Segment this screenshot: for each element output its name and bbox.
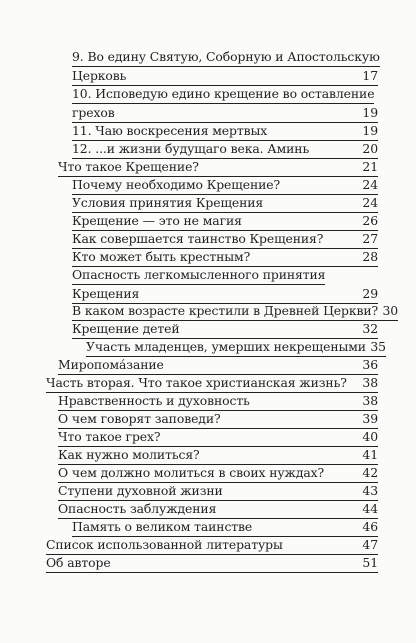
toc-entry-about-author	[46, 554, 378, 573]
toc-entry-title: О чем говорят заповеди?	[58, 410, 221, 429]
toc-entry-great-mystery	[72, 518, 378, 537]
toc-entry-how-to-pray	[58, 446, 378, 465]
toc-entry-pray-for-needs	[58, 464, 378, 483]
toc-entry-title: Список использованной литературы	[46, 536, 283, 555]
toc-entry-what-is-sin	[58, 428, 378, 447]
toc-entry-title: Опасность заблуждения	[58, 500, 216, 519]
toc-entry-title-line: Крещения	[72, 285, 139, 304]
toc-entry-article-9	[72, 48, 378, 86]
toc-entry-page: 17	[358, 67, 378, 86]
toc-entry-chrismation	[58, 356, 378, 375]
toc-entry-page: 30	[378, 302, 398, 321]
toc-entry-delusion	[58, 500, 378, 519]
toc-entry-morality	[58, 392, 378, 411]
toc-entry-page: 38	[358, 374, 378, 393]
toc-entry-title: Как совершается таинство Крещения?	[72, 230, 323, 249]
toc-entry-page: 28	[358, 248, 378, 267]
toc-entry-title: Крещение детей	[72, 320, 180, 339]
toc-entry-not-magic	[72, 212, 378, 231]
toc-entry-title: Крещение — это не магия	[72, 212, 242, 231]
leader-line	[111, 572, 358, 573]
toc-entry-page: 19	[358, 104, 378, 123]
toc-entry-page: 29	[358, 285, 378, 304]
toc-entry-danger-frivolous	[72, 266, 378, 304]
toc-entry-page: 32	[358, 320, 378, 339]
toc-entry-title: Об авторе	[46, 554, 111, 573]
toc-entry-title-line: грехов	[72, 104, 115, 123]
toc-entry-why-baptism	[72, 176, 378, 195]
toc-entry-page: 36	[358, 356, 378, 375]
toc-entry-page: 21	[358, 158, 378, 177]
toc-entry-title: Миропома́зание	[58, 356, 164, 375]
toc-entry-page: 24	[358, 176, 378, 195]
toc-entry-title: Память о великом таинстве	[72, 518, 252, 537]
toc-entry-bibliography	[46, 536, 378, 555]
toc-entry-title: В каком возрасте крестили в Древней Церкви?	[72, 302, 378, 321]
toc-entry-page: 44	[358, 500, 378, 519]
toc-entry-page: 39	[358, 410, 378, 429]
toc-entry-how-performed	[72, 230, 378, 249]
toc-entry-page: 20	[358, 140, 378, 159]
toc-entry-title: Часть вторая. Что такое христианская жизнь?	[46, 374, 347, 393]
toc-entry-what-is-baptism	[58, 158, 378, 177]
toc-entry-page: 26	[358, 212, 378, 231]
toc-entry-conditions	[72, 194, 378, 213]
toc-entry-title: О чем должно молиться в своих нуждах?	[58, 464, 324, 483]
toc-entry-infant-baptism	[72, 320, 378, 339]
toc-entry-page: 42	[358, 464, 378, 483]
toc-entry-title-line: 9. Во едину Святую, Соборную и Апостольскую	[72, 48, 380, 67]
toc-entry-ancient-church	[72, 302, 399, 321]
toc-entry-title: Что такое Крещение?	[58, 158, 199, 177]
toc-entry-title: Условия принятия Крещения	[72, 194, 263, 213]
toc-entry-page: 24	[358, 194, 378, 213]
toc-entry-title: Как нужно молиться?	[58, 446, 200, 465]
toc-entry-article-12	[72, 140, 378, 159]
toc-entry-godparents	[72, 248, 378, 267]
toc-entry-page: 47	[358, 536, 378, 555]
toc-entry-page: 38	[358, 392, 378, 411]
toc-entry-spiritual-steps	[58, 482, 378, 501]
toc-entry-title: Нравственность и духовность	[58, 392, 250, 411]
toc-entry-part-two	[46, 374, 378, 393]
toc-entry-page: 41	[358, 446, 378, 465]
toc-entry-page: 40	[358, 428, 378, 447]
toc-entry-title: 11. Чаю воскресения мертвых	[72, 122, 267, 141]
toc-entry-article-10	[72, 85, 378, 123]
toc-entry-title: Почему необходимо Крещение?	[72, 176, 280, 195]
toc-entry-title-line: Опасность легкомысленного принятия	[72, 266, 325, 285]
toc-entry-title: Кто может быть крестным?	[72, 248, 250, 267]
toc-entry-page: 19	[358, 122, 378, 141]
toc-entry-unbaptized-infants	[86, 338, 386, 357]
toc-entry-title-line: Церковь	[72, 67, 126, 86]
toc-entry-title: Участь младенцев, умерших некрещеными	[86, 338, 366, 357]
toc-entry-page: 43	[358, 482, 378, 501]
toc-entry-commandments	[58, 410, 378, 429]
toc-entry-title: Ступени духовной жизни	[58, 482, 223, 501]
toc-entry-page: 35	[366, 338, 386, 357]
toc-entry-title: Что такое грех?	[58, 428, 160, 447]
toc-entry-page: 27	[358, 230, 378, 249]
toc-entry-page: 46	[358, 518, 378, 537]
toc-entry-title: 12. ...и жизни будущаго века. Аминь	[72, 140, 309, 159]
toc-entry-article-11	[72, 122, 378, 141]
toc-entry-title-line: 10. Исповедую едино крещение во оставление	[72, 85, 374, 104]
toc-entry-page: 51	[358, 554, 378, 573]
